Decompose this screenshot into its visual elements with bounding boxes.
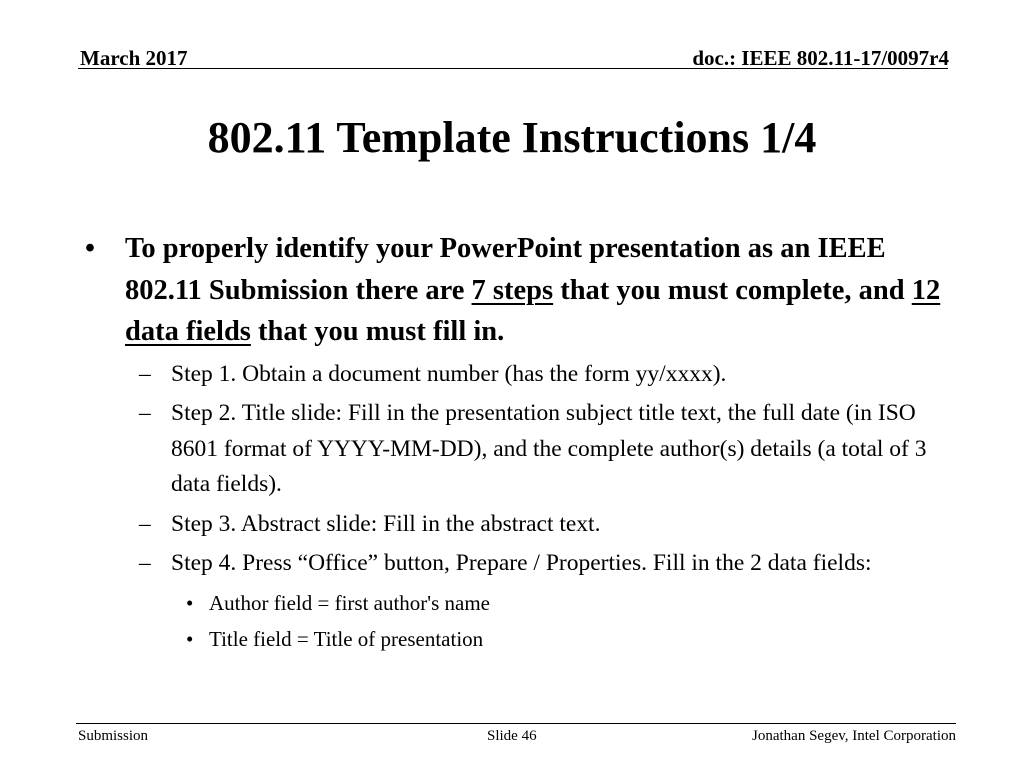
steps-count-underlined: 7 steps	[471, 274, 554, 306]
step-item-1	[85, 357, 945, 393]
bullet-dot-icon: •	[186, 626, 194, 651]
main-bullet-text-part1: To properly identify your PowerPoint presentation as an IEEE 802.11 Submission there are	[125, 233, 886, 306]
sub-item-title-field	[85, 624, 945, 654]
dash-icon: –	[139, 510, 151, 537]
bullet-dot-icon: •	[85, 233, 95, 264]
step-text: Step 4. Press “Office” button, Prepare / Properties. Fill in the 2 data fields:	[171, 550, 872, 576]
step-text: Step 1. Obtain a document number (has the form yy/xxxx).	[171, 360, 727, 387]
dash-icon: –	[139, 360, 151, 387]
header-divider	[78, 68, 948, 69]
footer-submission: Submission	[78, 728, 149, 744]
footer-slide-number: Slide 46	[487, 728, 537, 744]
main-bullet	[85, 228, 945, 353]
data-fields-count-underlined: 12 data fields	[125, 274, 941, 347]
footer-author: Jonathan Segev, Intel Corporation	[752, 728, 956, 744]
dash-icon: –	[139, 400, 151, 426]
footer-divider	[76, 723, 956, 724]
step-item-4	[85, 546, 945, 582]
step-item-3	[85, 507, 945, 543]
sub-item-text: Author field = first author's name	[209, 590, 490, 615]
step-text: Step 2. Title slide: Fill in the presentation subject title text, the full date (in ISO 8601 format of YYYY-MM-DD), and the complete author(s) details (a total of 3 data fields).	[171, 400, 927, 497]
main-bullet-text-part2: that you must complete, and	[553, 274, 912, 306]
slide-body	[85, 228, 945, 654]
step-item-2	[85, 396, 945, 503]
step-text: Step 3. Abstract slide: Fill in the abstract text.	[171, 510, 601, 537]
sub-item-author-field	[85, 588, 945, 618]
main-bullet-text-part3: that you must fill in.	[250, 316, 505, 347]
bullet-dot-icon: •	[186, 590, 194, 615]
sub-item-text: Title field = Title of presentation	[209, 626, 484, 651]
slide-title: 802.11 Template Instructions 1/4	[207, 113, 817, 162]
header-date: March 2017	[80, 46, 188, 70]
header-doc-id: doc.: IEEE 802.11-17/0097r4	[692, 46, 949, 70]
dash-icon: –	[139, 550, 151, 576]
